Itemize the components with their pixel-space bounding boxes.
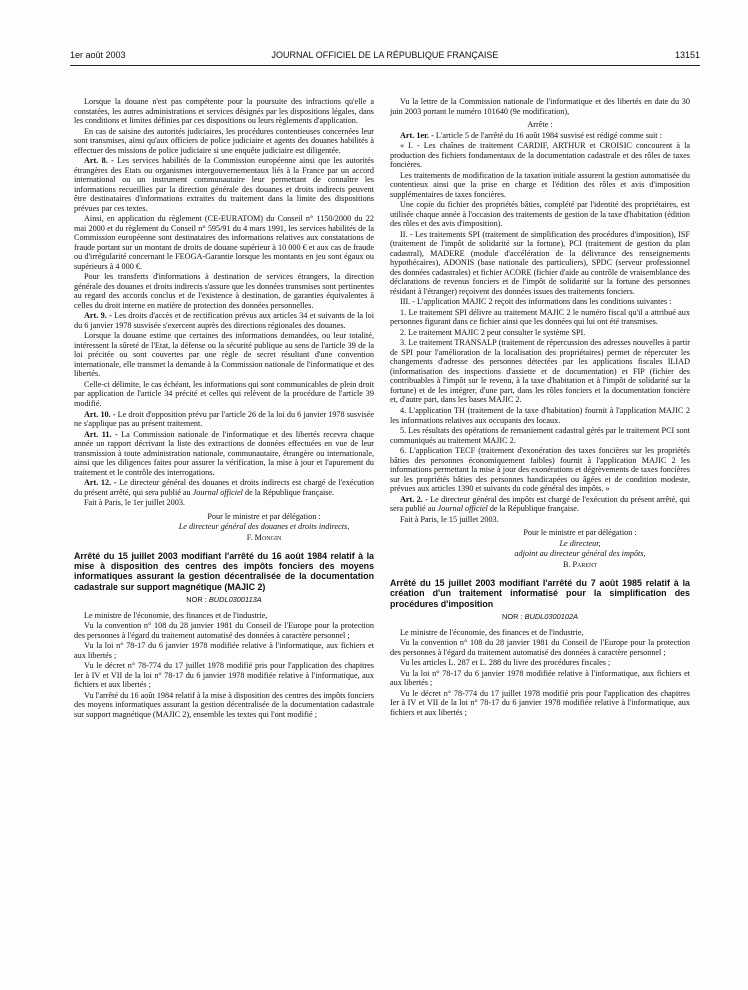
paragraph: 3. Le traitement TRANSALP (traitement de répercussion des adresses nouvelles à partir de SPI pour l'amélioration de la localisation des propriétaires) permet de répercuter les changements d'adresse des personnes détectées par les applications fiscales ILIAD (informatisation des inspections d'assiette et de documentation) et FIP (fichier des contribuables à l'impôt sur le revenu, à la taxe d'habitation et à l'impôt de solidarité sur la fortune) et de les intégrer, d'une part, dans les rôles fonciers et la documentation foncière et, d'autre part, dans les bases MAJIC 2.: [390, 338, 690, 405]
article-label: Art. 1er. -: [400, 130, 434, 140]
signature-title: Le directeur général des douanes et droits indirects,: [178, 522, 350, 532]
signature-title: Le directeur,: [559, 538, 601, 548]
paragraph: Celle-ci délimite, le cas échéant, les informations qui sont communicables de plein droit par application de l'article 34 précité et celles qui relèvent de la procédure de l'article 39 modifié.: [74, 379, 374, 408]
paragraph: 1. Le traitement SPI délivre au traitement MAJIC 2 le numéro fiscal qu'il a attribué aux personnes figurant dans ce fichier ainsi que les données qui lui ont été transmises.: [390, 307, 690, 327]
nor-reference: [390, 612, 690, 621]
article-text: Le droit d'opposition prévu par l'article 26 de la loi du 6 janvier 1978 susvisée ne s'applique pas au présent traitement.: [74, 409, 374, 429]
signature-delegation: Pour le ministre et par délégation :: [523, 528, 637, 538]
paragraph: Lorsque la douane n'est pas compétente pour la poursuite des infractions qu'elle a constatées, les autres administrations et services désignés par les dispositions légales, dans les conditions et limites définies par ces dispositions ou leurs règlements d'application.: [74, 97, 374, 126]
article-2: [390, 495, 690, 514]
left-column: [74, 97, 374, 977]
signature-name: B. Parent: [562, 559, 598, 569]
paragraph: Ainsi, en application du règlement (CE-EURATOM) du Conseil n° 1150/2000 du 22 mai 2000 et du règlement du Conseil n° 595/91 du 4 mars 1991, les services habilités de la Commission européenne sont destinataires des informations relatives aux constatations de fraude portant sur un montant de droits de douane supérieur à 10 000 € et aux cas de fraude ou d'irrégularité concernant le FEOGA-Garantie lorsque les montants en jeu sont égaux ou supérieurs à 4 000 €.: [74, 214, 374, 271]
article-text: Le directeur général des impôts est chargé de l'exécution du présent arrêté, qui sera publié au: [390, 494, 690, 514]
done-at-line: Fait à Paris, le 15 juillet 2003.: [400, 514, 499, 524]
paragraph: II. - Les traitements SPI (traitement de simplification des procédures d'imposition), ISF (traitement de l'impôt de solidarité sur la fortune), PCI (traitement de gestion du plan cadastral), MADERE (module d'accélération de la délivrance des renseignements hypothécaires), ADONIS (base nationale des particuliers), SPDC (serveur professionnel des données cadastrales) et fichier ACORE (fichier d'aide au contrôle de vraisemblance des déclarations de revenus fonciers et de l'impôt de solidarité sur la fortune des personnes résidant à l'étranger) reçoivent des données issues des traitements fonciers.: [390, 229, 690, 296]
paragraph: Le ministre de l'économie, des finances et de l'industrie,: [400, 627, 584, 637]
paragraph: Vu la loi n° 78-17 du 6 janvier 1978 modifiée relative à l'informatique, aux fichiers et aux libertés ;: [74, 641, 374, 660]
paragraph: 4. L'application TH (traitement de la taxe d'habitation) fournit à l'application MAJIC 2 les informations relatives aux occupants des locaux.: [390, 405, 690, 425]
paragraph: Lorsque la douane estime que certaines des informations demandées, ou leur totalité, intéressent la sûreté de l'Etat, la défense ou la sécurité publique au sens de l'article 39 de la loi précitée ou sont couvertes par une règle de secret résultant d'une convention internationale, elle transmet la demande à la Commission nationale de l'informatique et des libertés.: [74, 331, 374, 379]
signature-delegation: Pour le ministre et par délégation :: [207, 511, 321, 521]
paragraph: Le ministre de l'économie, des finances et de l'industrie,: [84, 610, 268, 620]
article-label: Art. 8. -: [84, 156, 114, 166]
article-text: L'article 5 de l'arrêté du 16 août 1984 susvisé est rédigé comme suit :: [433, 130, 662, 140]
article-11: [74, 430, 374, 478]
paragraph: Vu la convention n° 108 du 28 janvier 1981 du Conseil de l'Europe pour la protection des personnes à l'égard du traitement automatisé des données à caractère personnel ;: [74, 621, 374, 640]
paragraph: Vu la lettre de la Commission nationale de l'informatique et des libertés en date du 30 juin 2003 portant le numéro 101640 (9e modification),: [390, 97, 690, 116]
journal-officiel-ref: Journal officiel: [192, 487, 243, 497]
paragraph: 2. Le traitement MAJIC 2 peut consulter le système SPI.: [400, 327, 586, 337]
article-label: Art. 12. -: [84, 478, 117, 488]
paragraph: Pour les transferts d'informations à destination de services étrangers, la direction générale des douanes et droits indirects s'assure que les données transmises sont pertinentes au regard des accords conclus et de l'existence à destination, de garanties équivalentes à celles du droit interne en matière de protection des données personnelles.: [74, 272, 374, 310]
header-rule: [70, 65, 700, 66]
paragraph: Vu le décret n° 78-774 du 17 juillet 1978 modifié pris pour l'application des chapitres Ier à IV et VII de la loi n° 78-17 du 6 janvier 1978 modifiée relative à l'informatique, aux fichiers et aux libertés ;: [74, 661, 374, 690]
decree-title: Arrêté du 15 juillet 2003 modifiant l'arrêté du 16 août 1984 relatif à la mise à disposition des centres des impôts fonciers des moyens informatiques assurant la gestion décentralisée de la documentation cadastrale sur support magnétique (MAJIC 2): [74, 551, 374, 592]
signature-name: F. Mongin: [246, 532, 282, 542]
article-label: Art. 10. -: [84, 409, 116, 419]
right-column: [390, 97, 690, 977]
paragraph: Vu l'arrêté du 16 août 1984 relatif à la mise à disposition des centres des impôts fonciers des moyens informatiques assurant la gestion décentralisée de la documentation cadastrale sur support magnétique (MAJIC 2), ensemble les textes qui l'ont modifié ;: [74, 690, 374, 719]
article-label: Art. 9. -: [84, 311, 112, 321]
article-9: [74, 311, 374, 330]
paragraph: Une copie du fichier des propriétés bâties, complété par l'identité des propriétaires, est utilisée chaque année à l'occasion des traitements de gestion de la taxe d'habitation (édition des rôles et des avis d'imposition).: [390, 200, 690, 229]
paragraph: III. - L'application MAJIC 2 reçoit des informations dans les conditions suivantes :: [400, 297, 672, 307]
decree-title: Arrêté du 15 juillet 2003 modifiant l'arrêté du 7 août 1985 relatif à la création d'un traitement informatisé pour la simplification des procédures d'imposition: [390, 578, 690, 609]
nor-code: BUDL0300102A: [524, 611, 578, 621]
done-at-line: Fait à Paris, le 1er juillet 2003.: [84, 498, 185, 508]
paragraph: Les traitements de modification de la taxation initiale assurent la gestion automatisée du contentieux ainsi que la prise en charge et l'édition des rôles et avis d'imposition supplémentaires de taxes foncières.: [390, 170, 690, 199]
article-text: La Commission nationale de l'informatique et des libertés recevra chaque année un rapport décrivant la liste des extractions de données effectuées en vue de leur transmission à toute administration nationale, communautaire, étrangère ou internationale, ainsi que les diligences faites pour assurer la vérification, la mise à jour et l'apurement du traitement et le contrôle des interrogations.: [74, 429, 374, 477]
paragraph: Vu la convention n° 108 du 28 janvier 1981 du Conseil de l'Europe pour la protection des personnes à l'égard du traitement automatisé des données à caractère personnel ;: [390, 638, 690, 657]
paragraph: 6. L'application TECF (traitement d'exonération des taxes foncières sur les propriétés bâties des personnes économiquement faibles) fournit à l'application MAJIC 2 les informations permettant la mise à jour des exonérations et dégrèvements de taxes foncières sur les propriétés bâties des personnes handicapées ou âgées et de condition modeste, prévues aux articles 1390 et suivants du code général des impôts. »: [390, 446, 690, 494]
paragraph: En cas de saisine des autorités judiciaires, les procédures contentieuses concernées leur sont transmises, ainsi qu'aux officiers de police judiciaire et agents des douanes habilités à effectuer des missions de police judiciaire si une enquête judiciaire est diligentée.: [74, 126, 374, 155]
paragraph: Vu le décret n° 78-774 du 17 juillet 1978 modifié pris pour l'application des chapitres Ier à IV et VII de la loi n° 78-17 du 6 janvier 1978 modifiée relative à l'informatique, aux fichiers et aux libertés ;: [390, 688, 690, 717]
journal-officiel-ref: Journal officiel: [437, 504, 488, 514]
paragraph: Vu la loi n° 78-17 du 6 janvier 1978 modifiée relative à l'informatique, aux fichiers et aux libertés ;: [390, 668, 690, 688]
article-text: de la République française.: [242, 487, 335, 497]
article-8: [74, 156, 374, 213]
paragraph: Vu les articles L. 287 et L. 288 du livre des procédures fiscales ;: [400, 658, 611, 668]
paragraph: « I. - Les chaînes de traitement CARDIF, ARTHUR et CROISIC concourent à la production des fichiers fondamentaux de la documentation cadastrale et des rôles de taxes foncières.: [390, 141, 690, 170]
header-date: 1er août 2003: [70, 50, 126, 60]
nor-reference: [74, 595, 374, 604]
header-journal-title: JOURNAL OFFICIEL DE LA RÉPUBLIQUE FRANÇAISE: [271, 50, 499, 60]
nor-code: BUDL0300113A: [208, 594, 262, 604]
article-text: Les services habilités de la Commission européenne ainsi que les autorités étrangères des Etats ou organismes intergouvernementaux liés à la France par un accord international ou un instrument communautaire leur permettant de connaître les informations recueillies par la direction générale des douanes et droits indirects peuvent être destinataires d'informations extraites du traitement dans la limite des dispositions prévues par ces textes.: [74, 156, 374, 213]
article-text: de la République française.: [487, 504, 579, 514]
page-header: [70, 50, 700, 64]
article-label: Art. 11. -: [84, 429, 118, 439]
paragraph: 5. Les résultats des opérations de remaniement cadastral gérés par le traitement PCI sont communiqués au traitement MAJIC 2.: [390, 426, 690, 445]
article-1: [390, 131, 690, 141]
article-text: Le directeur général des douanes et droits indirects est chargé de l'exécution du présent arrêté, qui sera publié au: [74, 478, 374, 497]
header-page-number: 13151: [674, 50, 700, 60]
nor-label: NOR :: [186, 594, 209, 604]
article-label: Art. 2. -: [400, 494, 428, 504]
article-10: [74, 410, 374, 429]
article-12: [74, 478, 374, 497]
signature-title-2: adjoint au directeur général des impôts,: [514, 549, 646, 559]
nor-label: NOR :: [501, 611, 525, 621]
arrete-heading: Arrête :: [527, 120, 553, 130]
article-text: Les droits d'accès et de rectification prévus aux articles 34 et suivants de la loi du 6 janvier 1978 susvisée s'exercent auprès des directions régionales des douanes.: [74, 311, 374, 330]
